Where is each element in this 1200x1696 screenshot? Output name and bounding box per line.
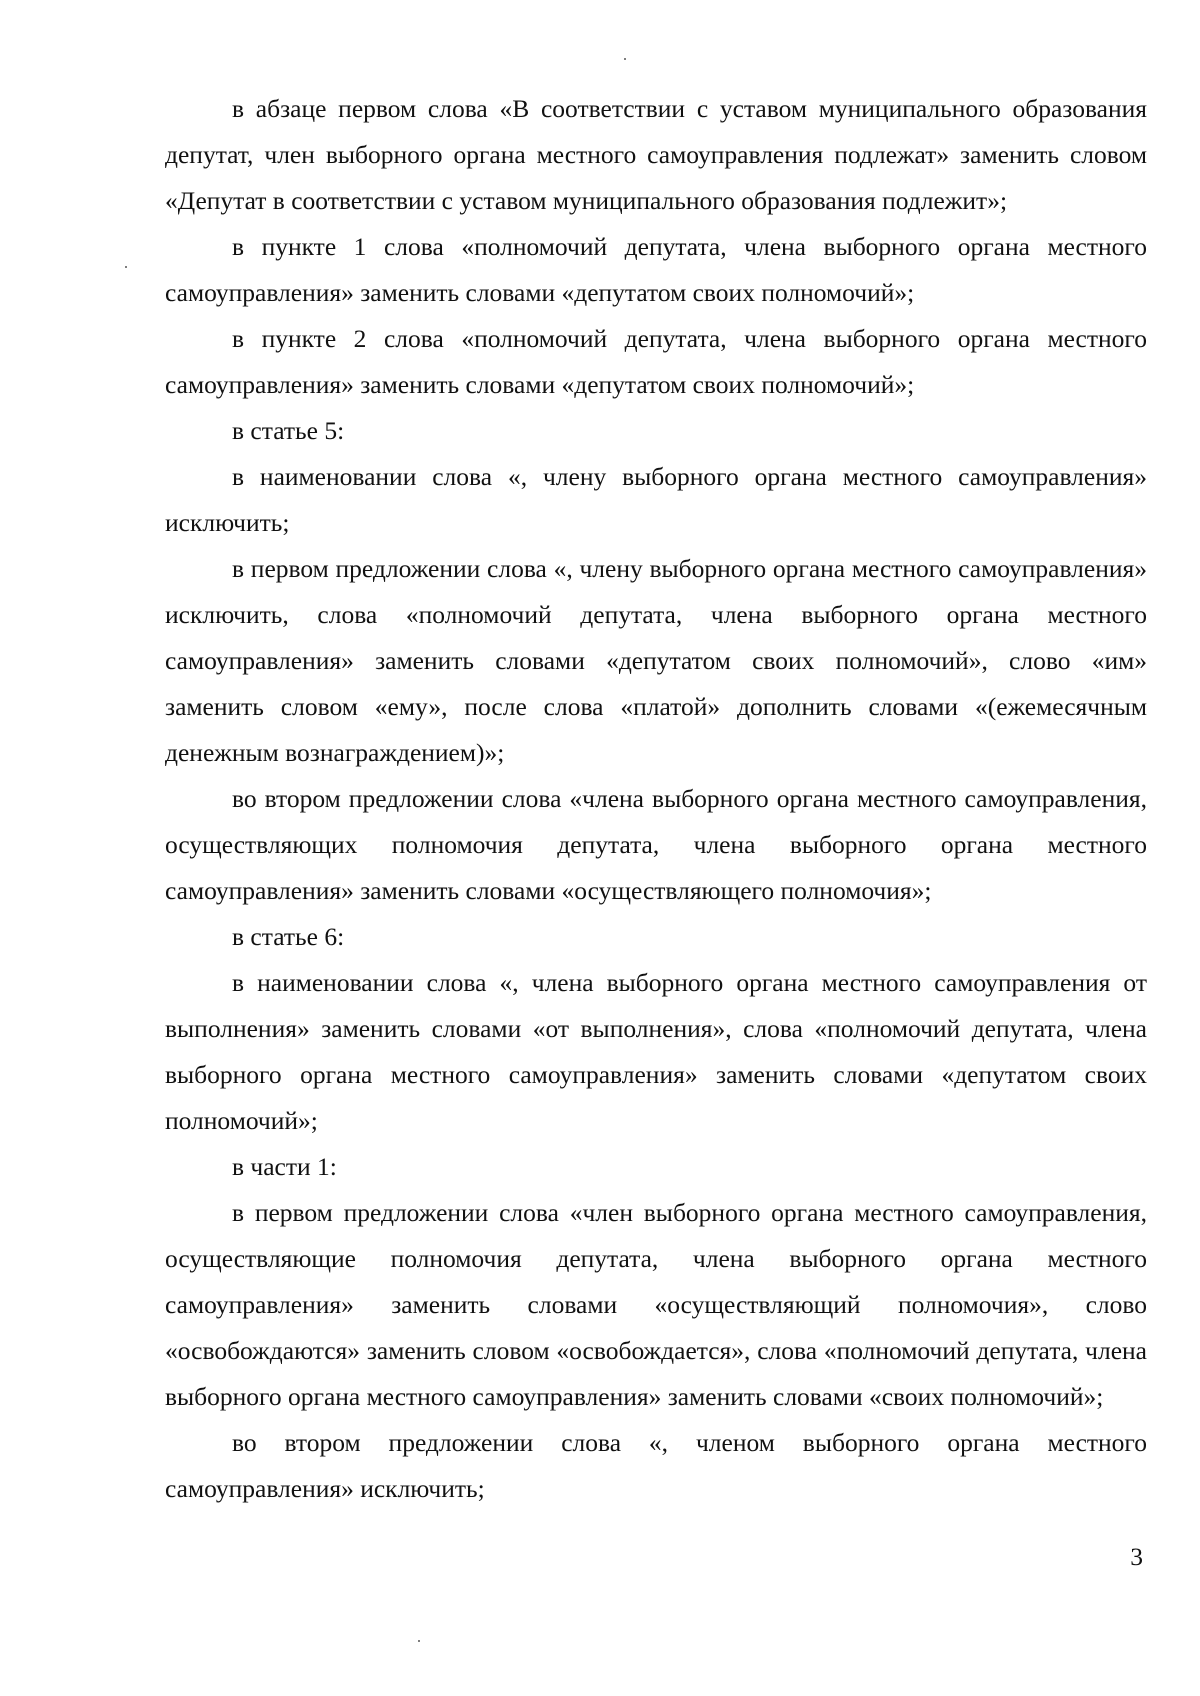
- scan-speck: [125, 266, 127, 268]
- page-number: 3: [1130, 1542, 1143, 1571]
- paragraph: в первом предложении слова «член выборного органа местного самоуправления, осуществляющие полномочия депутата, члена выборного органа местного самоуправления» заменить словами «осуществляющий полномочия», слово «освобождаются» заменить словом «освобождается», слова «полномочий депутата, члена выборного органа местного самоуправления» заменить словами «своих полномочий»;: [165, 1198, 1147, 1411]
- scan-speck: [418, 1640, 420, 1642]
- document-body: [165, 86, 1147, 1512]
- paragraph: в наименовании слова «, члена выборного органа местного самоуправления от выполнения» заменить словами «от выполнения», слова «полномочий депутата, члена выборного органа местного самоуправления» заменить словами «депутатом своих полномочий»;: [165, 968, 1147, 1135]
- paragraph: в части 1:: [232, 1152, 337, 1181]
- scan-speck: [624, 58, 626, 60]
- paragraph: в статье 6:: [232, 922, 345, 951]
- paragraph: в первом предложении слова «, члену выборного органа местного самоуправления» исключить, слова «полномочий депутата, члена выборного органа местного самоуправления» заменить словами «депутатом своих полномочий», слово «им» заменить словом «ему», после слова «платой» дополнить словами «(ежемесячным денежным вознаграждением)»;: [165, 554, 1147, 767]
- paragraph: во втором предложении слова «члена выборного органа местного самоуправления, осуществляющих полномочия депутата, члена выборного органа местного самоуправления» заменить словами «осуществляющего полномочия»;: [165, 784, 1147, 905]
- paragraph: в статье 5:: [232, 416, 345, 445]
- paragraph: в пункте 2 слова «полномочий депутата, члена выборного органа местного самоуправления» заменить словами «депутатом своих полномочий»;: [165, 324, 1147, 399]
- paragraph: во втором предложении слова «, членом выборного органа местного самоуправления» исключить;: [165, 1428, 1147, 1503]
- paragraph: в пункте 1 слова «полномочий депутата, члена выборного органа местного самоуправления» заменить словами «депутатом своих полномочий»;: [165, 232, 1147, 307]
- paragraph: в абзаце первом слова «В соответствии с уставом муниципального образования депутат, член выборного органа местного самоуправления подлежат» заменить словом «Депутат в соответствии с уставом муниципального образования подлежит»;: [165, 94, 1147, 215]
- paragraph: в наименовании слова «, члену выборного органа местного самоуправления» исключить;: [165, 462, 1147, 537]
